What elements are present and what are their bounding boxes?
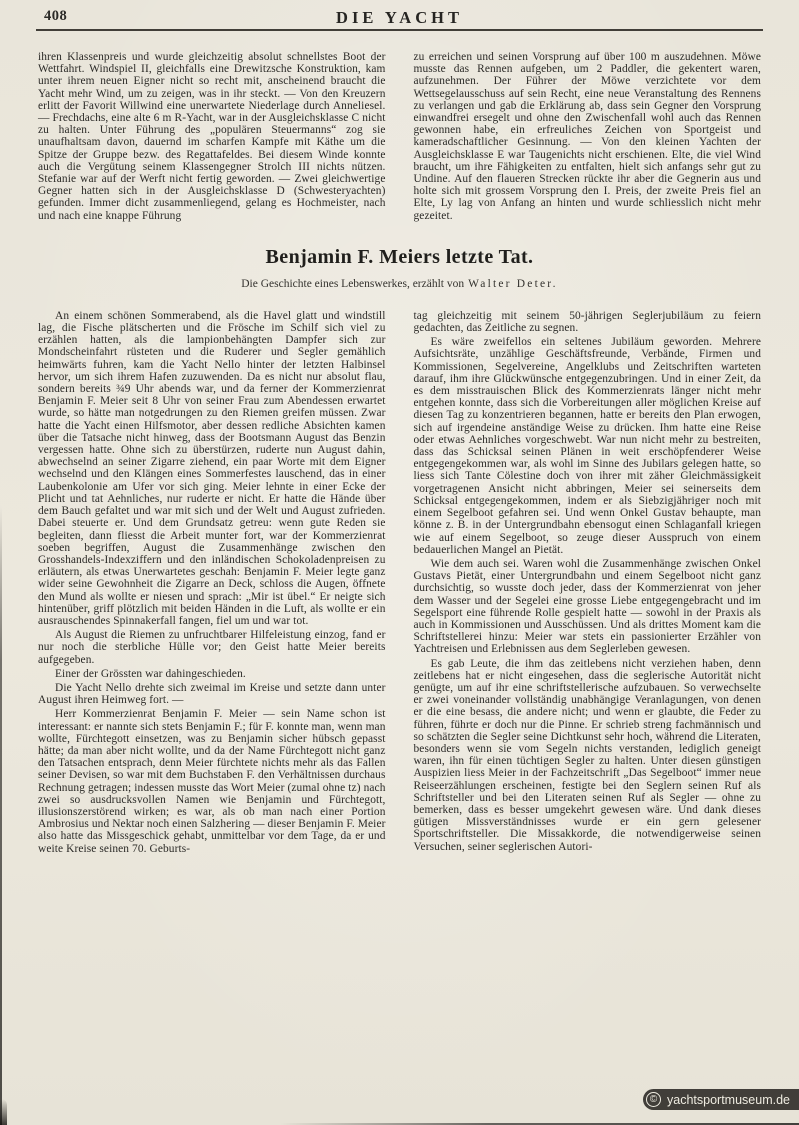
page-header [0,0,799,27]
story-paragraph: Es gab Leute, die ihm das zeitlebens nicht verziehen haben, denn zeitlebens hat er nicht eingesehen, dass die seglerische Autorität nicht genügte, um auf ihr eine schriftstellerische aufzubauen. So verwechselte er zwei voneinander vollständig unabhängige Veranlagungen, von denen er die eine besass, die andere nicht; und wenn er glaubte, die Feder zu führen, führte er doch nur die Pinne. Er schrieb streng fachmännisch und so schätzten die Segler seine Dichtkunst sehr hoch, während die Literaten, besonders wenn sie vom Segeln nichts verstanden, lediglich geneigt waren, ihn für einen tüchtigen Segler zu halten. Unter diesen günstigen Auspizien liess Meier in der Fachzeitschrift „Das Segelboot“ immer neue Reiseerzählungen erscheinen, festigte bei den Seglern seinen Ruf als Schriftsteller und bei den Literaten seinen Ruf als Segler — ohne zu bemerken, dass es besser umgekehrt gewesen wäre. Und dank dieses gütigen Missverständnisses wurde er ein gern gelesener Sportschriftsteller. Die Missakkorde, die notwendigerweise seinen Versuchen, seiner seglerischen Autori- [413,657,761,853]
byline-author: Walter Deter. [468,277,558,290]
story-body [0,310,799,857]
story-paragraph: Wie dem auch sei. Waren wohl die Zusammenhänge zwischen Onkel Gustavs Pietät, einer Untergrundbahn und einem Segelboot nicht ganz durchsichtig, so wusste doch jeder, dass der Kommerzienrat von jeher dem Wasser und der Segelei eine grosse Liebe entgegengebracht und im Segelsport eine führende Rolle gespielt hatte — sowohl in der Praxis als auch in Kommissionen und Ausschüssen. Und als drittes Moment kam die Schriftstellerei hinzu: Meier war stets ein passionierter Erzähler von Yachtreisen und Erlebnissen aus dem Seglerleben gewesen. [413,557,761,656]
page-number: 408 [44,8,68,24]
header-rule [36,29,763,31]
byline-prefix: Die Geschichte eines Lebenswerkes, erzählt von [241,277,465,290]
story-right-column [414,310,762,857]
watermark-text: yachtsportmuseum.de [667,1092,790,1107]
story-title: Benjamin F. Meiers letzte Tat. [265,245,534,268]
watermark-badge [643,1089,799,1110]
top-article [0,51,799,222]
story-paragraph: Es wäre zweifellos ein seltenes Jubiläum geworden. Mehrere Aufsichtsräte, unzählige Geschäftsfreunde, Verbände, Firmen und Kommissionen, Segelvereine, Angelklubs und Zeitschriften warteten darauf, ihm ihre Glückwünsche entgegenzubringen. Und in einer Zeit, da es dem misstrauischen Blick des Kommerzienrats länger nicht mehr entgehen konnte, dass sich die Vorbereitungen aller möglichen Kreise auf diesen Tag zu konzentrieren begannen, hatte er bereits den Plan erwogen, sich auf irgendeine anständige Weise zu drücken. Ihm hatte eine Reise oder etwas Aehnliches vorgeschwebt. War nun nicht mehr zu bestreiten, dass das Schicksal seinen Plänen in weit erschöpfenderer Weise entgegengekommen war, als wohl im Sinne des Jubilars gelegen hatte, so liess sich Tante Cölestine doch von ihrer mit zäher Gleichmässigkeit vorgetragenen Ansicht nicht abbringen, Meier sei seinerseits dem Schicksal entgegengekommen, indem er als Siebzigjähriger noch mit einem Segelboot gefahren sei. Und wenn Onkel Gustav behaupte, man könne z. B. in der Untergrundbahn ebensogut einen Schlaganfall kriegen wie auf einem Segelboot, so zeuge dieser Ausspruch von einem bedauerlichen Mangel an Pietät. [413,336,761,556]
story-header [38,246,761,290]
masthead-title: DIE YACHT [336,8,463,27]
copyright-icon: © [646,1092,661,1107]
story-paragraph: Die Yacht Nello drehte sich zweimal im Kreise und setzte dann unter August ihren Heimweg fort. — [38,681,386,707]
scan-corner-mark [0,1099,7,1125]
story-paragraph: An einem schönen Sommerabend, als die Havel glatt und windstill lag, die Fische plätscherten und die Frösche im Schilf sich viel zu erzählen hatten, als die lampionbehängten Dampfer sich zur Mondscheinfahrt rüsteten und die Ruderer und Segler gemählich heimwärts fuhren, kam die Yacht Nello hinter der letzten Halbinsel hervor, um sich ihrem Hafen zuzuwenden. Da es nicht nur absolut flau, sondern bereits ¾9 Uhr abends war, und da ferner der Kommerzienrat Benjamin F. Meier seit 8 Uhr von seiner Frau zum Abendessen erwartet wurde, so hätte man notgedrungen zu den Riemen greifen müssen. Zwar hatte die Yacht einen Hilfsmotor, aber dessen redliche Absichten kamen über die Tatsache nicht hinweg, dass der Bootsmann August das Benzin vergessen hatte. Ohne sich zu überstürzen, ruderte nun August dahin, abwechselnd an seiner Zigarre ziehend, ein paar Worte mit dem Eigner wechselnd und den Klängen eines Sommerfestes lauschend, das in einer Laubenkolonie am Ufer vor sich ging. Meier lehnte in einer Ecke der Plicht und tat Aehnliches, nur ruderte er nicht. Er hatte die Hände über dem Bauch gefaltet und war mit sich und der Welt und August zufrieden. Dabei steuerte er. Und dem Grundsatz getreu: wenn gute Reden sie begleiten, dann fliesst die Arbeit munter fort, war der Kommerzienrat soeben begriffen, August die Zusammenhänge zwischen den Grosshandels-Indexziffern und den inländischen Schokoladenpreisen zu erläutern, als etwas Unerwartetes geschah: Benjamin F. Meier legte ganz wider seine Gewohnheit die Zigarre an Deck, schloss die Augen, öffnete den Mund als wollte er niesen und sprach: „Mir ist übel.“ Er neigte sich hintenüber, griff plötzlich mit beiden Händen in die Luft, als wollte er ein ausrauschendes Spinnakerfall fangen, fiel um und war tot. [38,309,386,627]
top-article-left-column: ihren Klassenpreis und wurde gleichzeitig absolut schnellstes Boot der Wettfahrt. Windspiel II, gleichfalls eine Drewitzsche Konstruktion, kam unter ihrem neuen Eigner nicht so recht mit, anscheinend braucht die Yacht mehr Wind, um zu zeigen, was in ihr steckt. — Von den Kreuzern erlitt der Favorit Willwind eine unerwartete Niederlage durch Anneliesel. — Frechdachs, eine alte 6 m R-Yacht, war in der Ausgleichsklasse C nicht zu halten. Unter Führung des „populären Steuermanns“ zog sie unaufhaltsam davon, dauernd im scharfen Kampfe mit Käthe um die Spitze der Gruppe bezw. des Regattafeldes. Bei diesem Winde konnte auch die Vergütung seinem Klassengegner Strolch III nichts nützen. Stefanie war auf der Werft nicht fertig geworden. — Zwei gleichwertige Gegner hatten sich in der Ausgleichsklasse D (Schwesteryachten) gefunden. Immer dicht zusammenliegend, gelang es Hochmeister, nach und nach eine knappe Führung [38,51,386,222]
story-paragraph: Einer der Grössten war dahingeschieden. [55,667,246,680]
scan-edge-left [0,506,2,1125]
top-article-right-column: zu erreichen und seinen Vorsprung auf über 100 m auszudehnen. Möwe musste das Rennen aufgeben, um 2 Paddler, die gekentert waren, aufzunehmen. Der Führer der Möwe verzichtete vor dem Wettsegelausschuss auf sein Recht, eine neue Veranstaltung des Rennens zu verlangen und gab die Erklärung ab, dass sein Gegner den Vorsprung einwandfrei ersegelt und ohne den Zwischenfall wohl auch das Rennen gewonnen habe, ein erfreuliches Zeichen von Sportgeist und kameradschaftlicher Gesinnung. — Von den kleinen Yachten der Ausgleichsklasse E war Taugenichts nicht erschienen. Elte, die viel Wind braucht, um ihre Fähigkeiten zu entfalten, hielt sich anfangs sehr gut zu Undine. Auf den flaueren Strecken rückte ihr aber die Gegnerin aus und holte sich mit grossem Vorsprung den I. Preis, der zweite Preis fiel an Elte, Ly lag von Anfang an hinten und wurde schliesslich nicht mehr gezeitet. [413,51,761,222]
story-paragraph: Als August die Riemen zu unfruchtbarer Hilfeleistung einzog, fand er nur noch die sterbliche Hülle vor; den Geist hatte Meier bereits aufgegeben. [38,629,386,666]
story-paragraph: tag gleichzeitig mit seinem 50-jährigen Seglerjubiläum zu feiern gedachten, das Zeitliche zu segnen. [413,309,761,335]
story-left-column [38,310,386,857]
story-byline [38,278,761,290]
story-paragraph: Herr Kommerzienrat Benjamin F. Meier — sein Name schon ist interessant: er nannte sich stets Benjamin F.; für F. konnte man, wenn man wollte, Fürchtegott einsetzen, was zu Benjamin sicher hübsch gepasst hätte; da man aber nicht wollte, und da der Name Fürchtegott nicht ganz den Tatsachen entsprach, denn Meier fürchtete nichts mehr als das Fallen seiner Devisen, so war mit dem Buchstaben F. den Verhältnissen durchaus Rechnung getragen; indessen musste das Wort Meier (zumal ohne tz) nach zwei so ausdrucksvollen Namen wie Benjamin und Fürchtegott, illusionszerstörend wirken; es war, als ob man nach einer Portion Ambrosius und Nektar noch einen Salzhering — dieser Benjamin F. Meier also hatte das Missgeschick gehabt, unmittelbar vor dem Tage, da er und weite Kreise seinen 70. Geburts- [38,708,386,855]
